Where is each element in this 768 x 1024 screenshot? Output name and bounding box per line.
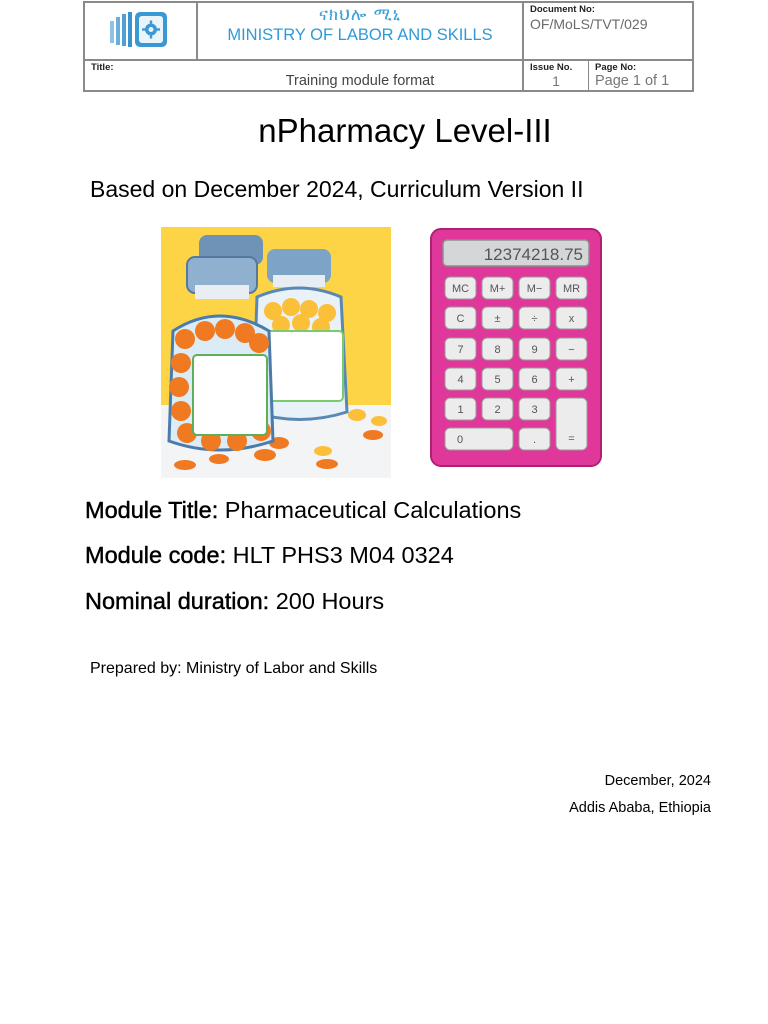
calculator-key-label: ÷ — [531, 313, 538, 325]
org-name-amharic: ናክህሎ ሚኒ — [318, 5, 402, 25]
ministry-logo-icon — [108, 9, 172, 51]
header-divider — [588, 59, 589, 90]
calculator-key-label: 3 — [531, 404, 538, 416]
calculator-key-label: + — [568, 374, 575, 386]
publication-place: Addis Ababa, Ethiopia — [569, 800, 711, 816]
page-no-value: Page 1 of 1 — [595, 73, 670, 89]
calculator-key-label: = — [568, 433, 575, 445]
module-code-value: HLT PHS3 M04 0324 — [226, 542, 454, 568]
calculator-key-label: . — [532, 434, 537, 446]
module-code-line — [85, 542, 454, 569]
document-header-table — [83, 1, 694, 92]
calculator-key-label: ± — [494, 313, 501, 325]
calculator-image — [429, 227, 603, 470]
title-value: Training module format — [285, 73, 435, 89]
org-name-english: MINISTRY OF LABOR AND SKILLS — [227, 26, 493, 44]
header-divider — [85, 59, 692, 61]
module-code-label: Module code: — [85, 542, 227, 568]
nominal-duration-line — [85, 588, 384, 615]
module-title-line — [85, 497, 521, 524]
calculator-key-label: M+ — [489, 283, 506, 295]
calculator-key-label: 9 — [531, 344, 538, 356]
page-no-label: Page No: — [595, 62, 637, 73]
page-title: nPharmacy Level-III — [258, 112, 552, 149]
nominal-duration-label: Nominal duration: — [85, 588, 270, 614]
calculator-key-label: 6 — [531, 374, 538, 386]
calculator-key-label: 0 — [457, 434, 464, 446]
title-label: Title: — [91, 62, 114, 73]
module-title-label: Module Title: — [85, 497, 219, 523]
calculator-key-label: MR — [562, 283, 581, 295]
nominal-duration-value: 200 Hours — [269, 588, 385, 614]
calculator-key-label: M− — [526, 283, 543, 295]
calculator-key-label: 2 — [494, 404, 501, 416]
issue-no-value: 1 — [552, 73, 560, 89]
calculator-key-label: 8 — [494, 344, 501, 356]
medicine-bottles-image — [161, 227, 391, 478]
calculator-key-label: 4 — [457, 374, 464, 386]
calculator-key-label: − — [568, 344, 575, 356]
calculator-key — [445, 428, 513, 450]
prepared-by: Prepared by: Ministry of Labor and Skills — [90, 660, 378, 677]
document-no-value: OF/MoLS/TVT/029 — [530, 16, 648, 32]
document-no-label: Document No: — [530, 4, 595, 15]
module-title-value: Pharmaceutical Calculations — [218, 497, 522, 523]
page-subtitle: Based on December 2024, Curriculum Version II — [90, 176, 584, 202]
calculator-key-label: 7 — [457, 344, 464, 356]
calculator-display: 12374218.75 — [483, 245, 583, 264]
calculator-key-label: 1 — [457, 404, 464, 416]
calculator-key-label: MC — [451, 283, 470, 295]
publication-date: December, 2024 — [604, 773, 711, 789]
calculator-key-label: x — [568, 313, 575, 325]
issue-no-label: Issue No. — [530, 62, 573, 73]
calculator-key-label: C — [456, 313, 465, 325]
calculator-key-label: 5 — [494, 374, 501, 386]
